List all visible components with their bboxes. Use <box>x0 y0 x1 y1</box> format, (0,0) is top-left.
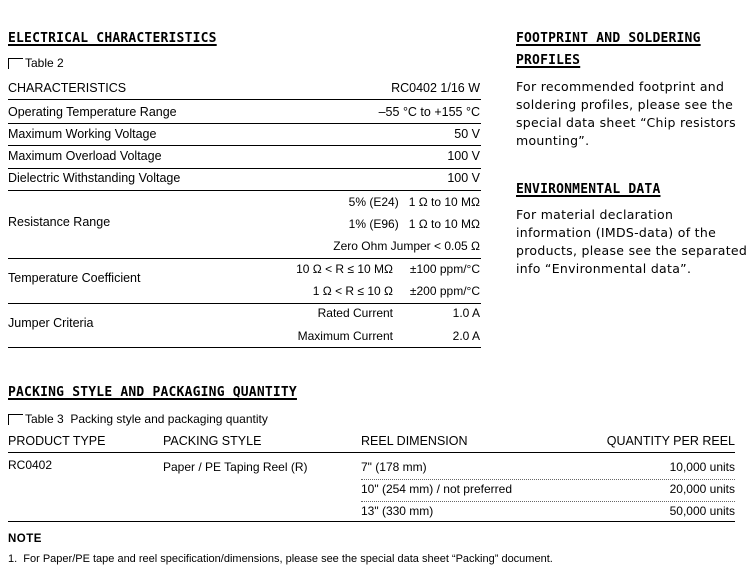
row-divider <box>361 479 735 480</box>
header-model: RC0402 1/16 W <box>391 81 480 95</box>
note-item-1: 1. For Paper/PE tape and reel specification/dimensions, please see the special data sheet “Packing” document. <box>8 553 553 565</box>
packing-header-product-type: PRODUCT TYPE <box>8 434 106 448</box>
row-overload-voltage-value: 100 V <box>447 149 480 163</box>
row-divider <box>8 145 481 146</box>
reel-quantity-7: 10,000 units <box>669 460 735 474</box>
note-title: NOTE <box>8 533 42 545</box>
reel-dimension-13: 13" (330 mm) <box>361 504 434 518</box>
jumper-max-current-value: 2.0 A <box>452 329 480 343</box>
temperature-coefficient-name: Temperature Coefficient <box>8 271 141 285</box>
tc-range-1: 10 Ω < R ≤ 10 MΩ <box>296 262 393 276</box>
reel-dimension-7: 7" (178 mm) <box>361 460 427 474</box>
row-working-voltage-name: Maximum Working Voltage <box>8 127 157 141</box>
footprint-text: For recommended footprint and soldering profiles, please see the special data sheet “Chip resistors mounting”. <box>516 79 736 148</box>
row-dielectric-name: Dielectric Withstanding Voltage <box>8 171 181 185</box>
packing-style: Paper / PE Taping Reel (R) <box>163 460 308 474</box>
table-3-label: Table 3 Packing style and packaging quantity <box>8 412 268 426</box>
reel-quantity-10: 20,000 units <box>669 482 735 496</box>
row-divider <box>8 258 481 259</box>
tc-range-2: 1 Ω < R ≤ 10 Ω <box>312 284 393 298</box>
tc-value-2: ±200 ppm/°C <box>409 284 480 298</box>
packing-product: RC0402 <box>8 458 53 472</box>
reel-dimension-10: 10" (254 mm) / not preferred <box>361 482 512 496</box>
packing-header-quantity: QUANTITY PER REEL <box>606 434 735 448</box>
electrical-section-title: ELECTRICAL CHARACTERISTICS <box>8 31 217 46</box>
row-divider <box>8 123 481 124</box>
tc-value-1: ±100 ppm/°C <box>409 262 480 276</box>
jumper-criteria-name: Jumper Criteria <box>8 316 94 330</box>
row-divider <box>8 168 481 169</box>
table-bottom-rule <box>8 347 481 348</box>
footprint-section-title-line2: PROFILES <box>516 53 581 68</box>
table-2-label: Table 2 <box>8 56 64 70</box>
environmental-text: For material declaration information (IMDS-data) of the products, please see the separated info “Environmental data”. <box>516 207 748 276</box>
reel-quantity-13: 50,000 units <box>669 504 735 518</box>
packing-section-title: PACKING STYLE AND PACKAGING QUANTITY <box>8 385 297 400</box>
environmental-section-title: ENVIRONMENTAL DATA <box>516 182 661 197</box>
row-working-voltage-value: 50 V <box>454 127 480 141</box>
row-operating-temp-name: Operating Temperature Range <box>8 105 177 119</box>
resistance-range-name: Resistance Range <box>8 215 111 229</box>
packing-header-reel-dimension: REEL DIMENSION <box>361 434 468 448</box>
row-operating-temp-value: –55 °C to +155 °C <box>378 105 480 119</box>
row-divider <box>361 501 735 502</box>
jumper-rated-current-label: Rated Current <box>317 306 393 320</box>
jumper-rated-current-value: 1.0 A <box>452 306 480 320</box>
header-rule <box>8 99 481 100</box>
table-bracket-icon <box>8 414 23 425</box>
packing-header-packing-style: PACKING STYLE <box>163 434 262 448</box>
row-overload-voltage-name: Maximum Overload Voltage <box>8 149 162 163</box>
footprint-section-title-line1: FOOTPRINT AND SOLDERING <box>516 31 701 46</box>
resistance-range-jumper: Zero Ohm Jumper < 0.05 Ω <box>333 239 480 253</box>
row-divider <box>8 190 481 191</box>
row-dielectric-value: 100 V <box>447 171 480 185</box>
packing-table-bottom-rule <box>8 521 735 522</box>
jumper-max-current-label: Maximum Current <box>297 329 393 343</box>
resistance-range-e24: 5% (E24) 1 Ω to 10 MΩ <box>348 195 480 209</box>
header-characteristics: CHARACTERISTICS <box>8 81 127 95</box>
resistance-range-e96: 1% (E96) 1 Ω to 10 MΩ <box>348 217 480 231</box>
packing-header-rule <box>8 452 735 453</box>
table-bracket-icon <box>8 58 23 69</box>
row-divider <box>8 303 481 304</box>
